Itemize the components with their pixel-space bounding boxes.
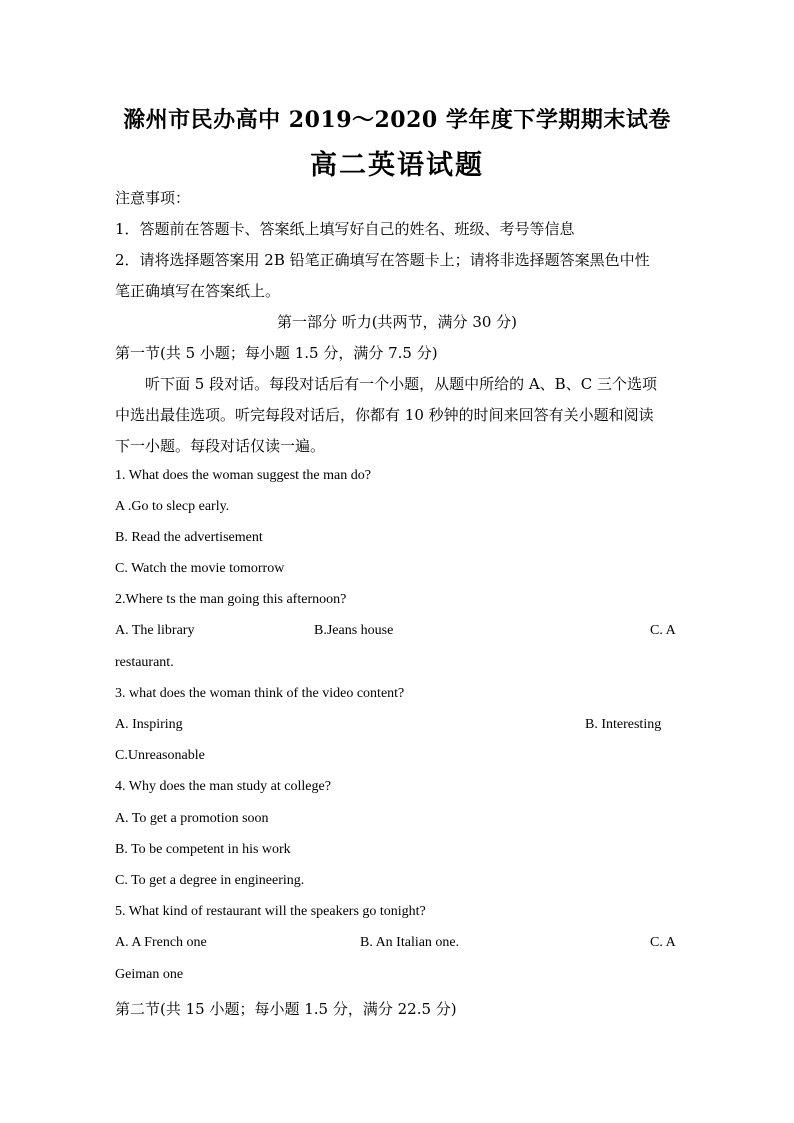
part1-title: 第一部分 听力(共两节，满分 30 分) [276, 313, 518, 331]
notes-item-2-line-1: 2．请将选择题答案用 2B 铅笔正确填写在答题卡上；请将非选择题答案黑色中性 [115, 251, 650, 269]
question-4: 4. Why does the man study at college? [115, 779, 331, 794]
question-1-option-c: C. Watch the movie tomorrow [115, 561, 285, 576]
question-5-option-a: A. A French one [115, 935, 207, 950]
question-5-option-c: C. A [650, 935, 676, 950]
notes-item-1: 1．答题前在答题卡、答案纸上填写好自己的姓名、班级、考号等信息 [115, 220, 575, 238]
question-4-option-c: C. To get a degree in engineering. [115, 873, 305, 888]
instruction-line-3: 下一小题。每段对话仅读一遍。 [115, 437, 326, 455]
notes-item-2-line-2: 笔正确填写在答案纸上。 [115, 282, 281, 300]
question-1-option-b: B. Read the advertisement [115, 530, 263, 545]
question-3-option-a: A. Inspiring [115, 717, 183, 732]
question-3-option-c: C.Unreasonable [115, 748, 205, 763]
question-3: 3. what does the woman think of the video content? [115, 686, 405, 701]
section1-title: 第一节(共 5 小题；每小题 1.5 分，满分 7.5 分) [115, 344, 438, 362]
exam-title: 滁州市民办高中 2019～2020 学年度下学期期末试卷 [123, 107, 671, 133]
question-2-option-b: B.Jeans house [314, 623, 394, 638]
notes-heading: 注意事项： [115, 189, 191, 207]
question-5-option-b: B. An Italian one. [360, 935, 460, 950]
question-4-option-a: A. To get a promotion soon [115, 811, 269, 826]
question-5: 5. What kind of restaurant will the speakers go tonight? [115, 904, 426, 919]
question-5-option-c-cont: Geiman one [115, 967, 184, 982]
question-4-option-b: B. To be competent in his work [115, 842, 291, 857]
question-2-option-a: A. The library [115, 623, 195, 638]
instruction-line-2: 中选出最佳选项。听完每段对话后，你都有 10 秒钟的时间来回答有关小题和阅读 [115, 406, 654, 424]
instruction-line-1: 听下面 5 段对话。每段对话后有一个小题，从题中所给的 A、B、C 三个选项 [145, 375, 657, 393]
section2-title: 第二节(共 15 小题；每小题 1.5 分，满分 22.5 分) [115, 1000, 457, 1018]
question-3-option-b: B. Interesting [585, 717, 662, 732]
question-2: 2.Where ts the man going this afternoon? [115, 592, 347, 607]
question-2-option-c: C. A [650, 623, 676, 638]
question-1: 1. What does the woman suggest the man do? [115, 468, 371, 483]
exam-subtitle: 高二英语试题 [310, 150, 484, 181]
question-1-option-a: A .Go to slecp early. [115, 499, 230, 514]
question-2-option-c-cont: restaurant. [115, 655, 174, 670]
